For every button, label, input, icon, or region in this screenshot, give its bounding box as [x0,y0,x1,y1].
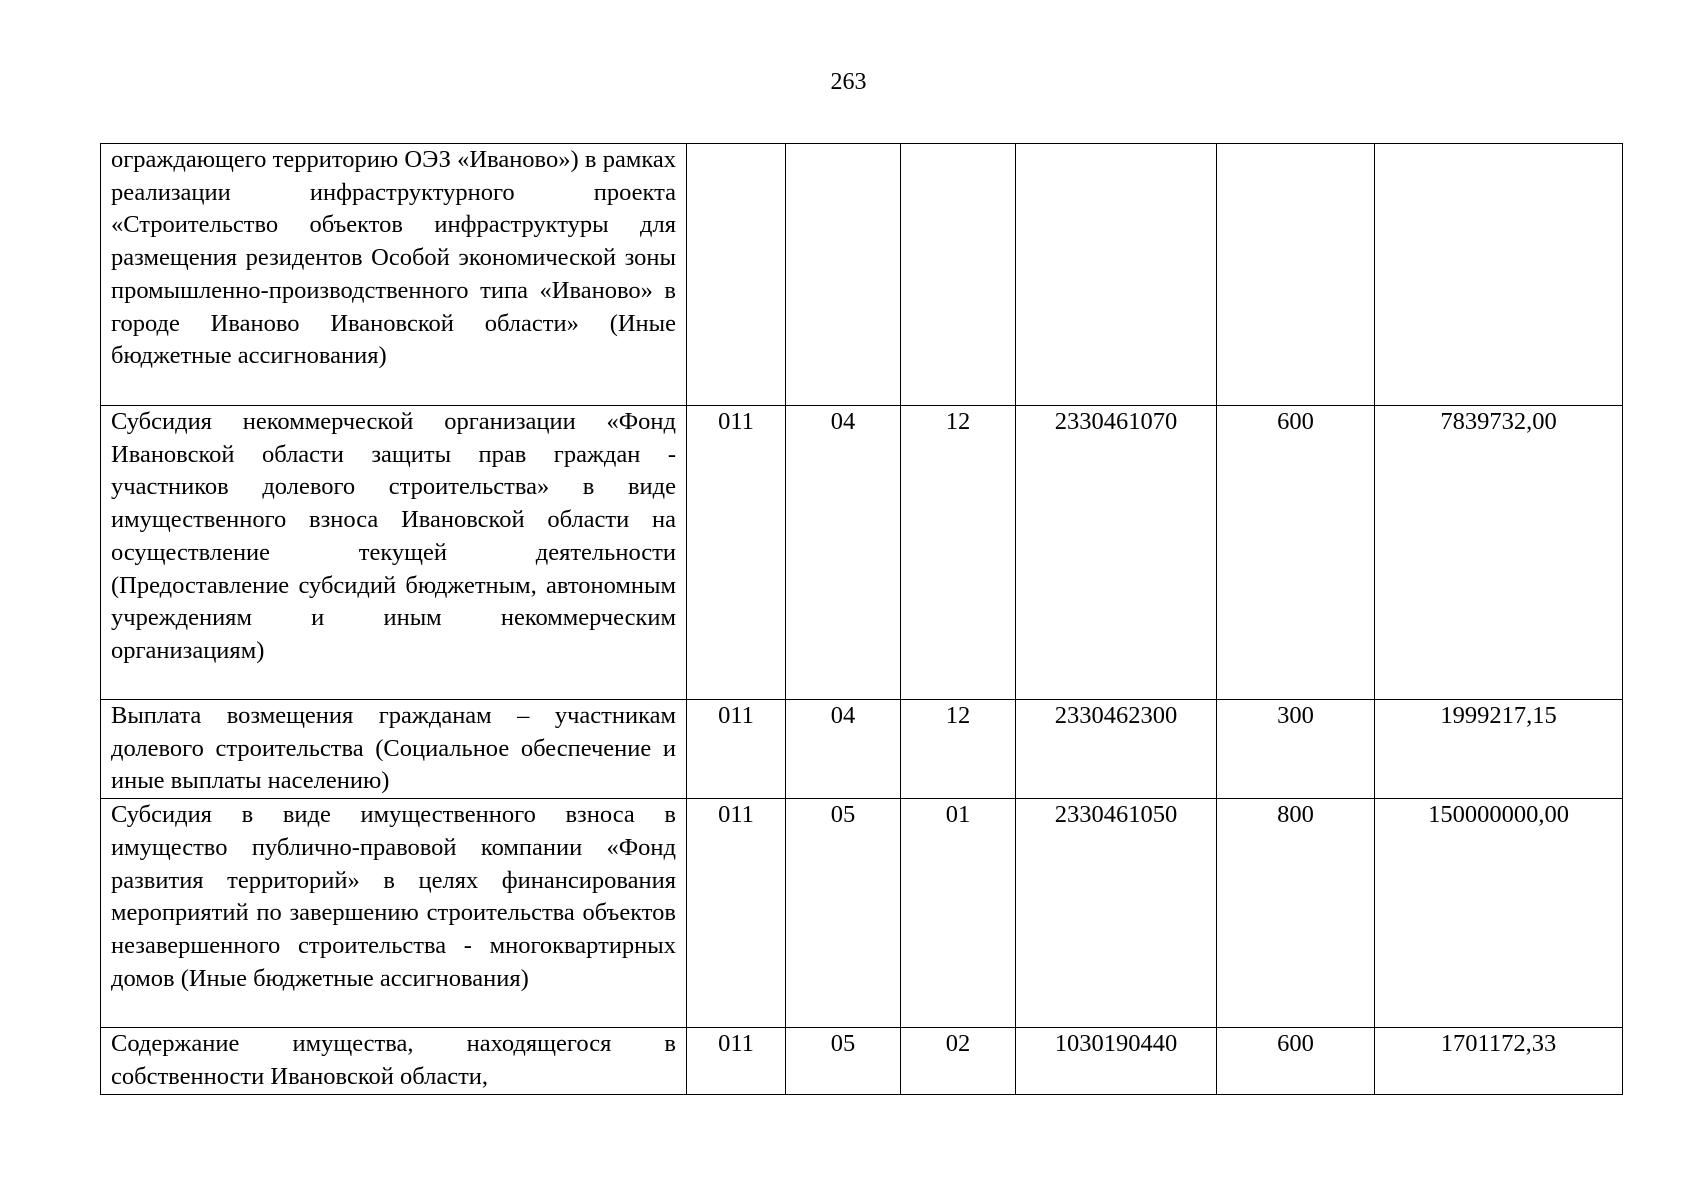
ministry-code: 011 [687,799,786,1028]
section-code: 04 [786,406,901,700]
subsection-code: 02 [901,1028,1016,1094]
expense-type-code [1217,144,1375,406]
section-code [786,144,901,406]
section-code: 05 [786,799,901,1028]
page-number: 263 [830,69,867,95]
subsection-code [901,144,1016,406]
expense-type-code: 300 [1217,700,1375,799]
target-article-code: 2330461050 [1016,799,1217,1028]
subsection-code: 01 [901,799,1016,1028]
target-article-code: 1030190440 [1016,1028,1217,1094]
ministry-code: 011 [687,406,786,700]
expense-type-code: 800 [1217,799,1375,1028]
budget-table [100,143,1623,1095]
amount [1375,144,1623,406]
row-description: Субсидия в виде имущественного взноса в имущество публично-правовой компании «Фонд развития территорий» в целях финансирования мероприятий по завершению строительства объектов незавершенного строительства - многоквартирных домов (Иные бюджетные ассигнования) [101,799,687,1028]
ministry-code: 011 [687,1028,786,1094]
amount: 7839732,00 [1375,406,1623,700]
row-description: Субсидия некоммерческой организации «Фонд Ивановской области защиты прав граждан - участников долевого строительства» в виде имущественного взноса Ивановской области на осуществление текущей деятельности (Предоставление субсидий бюджетным, автономным учреждениям и иным некоммерческим организациям) [101,406,687,700]
target-article-code: 2330461070 [1016,406,1217,700]
expense-type-code: 600 [1217,1028,1375,1094]
amount: 1701172,33 [1375,1028,1623,1094]
table-row [101,700,1623,799]
target-article-code: 2330462300 [1016,700,1217,799]
ministry-code: 011 [687,700,786,799]
target-article-code [1016,144,1217,406]
section-code: 04 [786,700,901,799]
row-description: Содержание имущества, находящегося в собственности Ивановской области, [101,1028,687,1094]
expense-type-code: 600 [1217,406,1375,700]
subsection-code: 12 [901,406,1016,700]
amount: 1999217,15 [1375,700,1623,799]
subsection-code: 12 [901,700,1016,799]
table-row [101,406,1623,700]
amount: 150000000,00 [1375,799,1623,1028]
row-description: ограждающего территорию ОЭЗ «Иваново») в рамках реализации инфраструктурного проекта «Строительство объектов инфраструктуры для размещения резидентов Особой экономической зоны промышленно-производственного типа «Иваново» в городе Иваново Ивановской области» (Иные бюджетные ассигнования) [101,144,687,406]
row-description: Выплата возмещения гражданам – участникам долевого строительства (Социальное обеспечение и иные выплаты населению) [101,700,687,799]
table-row [101,144,1623,406]
ministry-code [687,144,786,406]
section-code: 05 [786,1028,901,1094]
table-row [101,799,1623,1028]
table-row [101,1028,1623,1094]
